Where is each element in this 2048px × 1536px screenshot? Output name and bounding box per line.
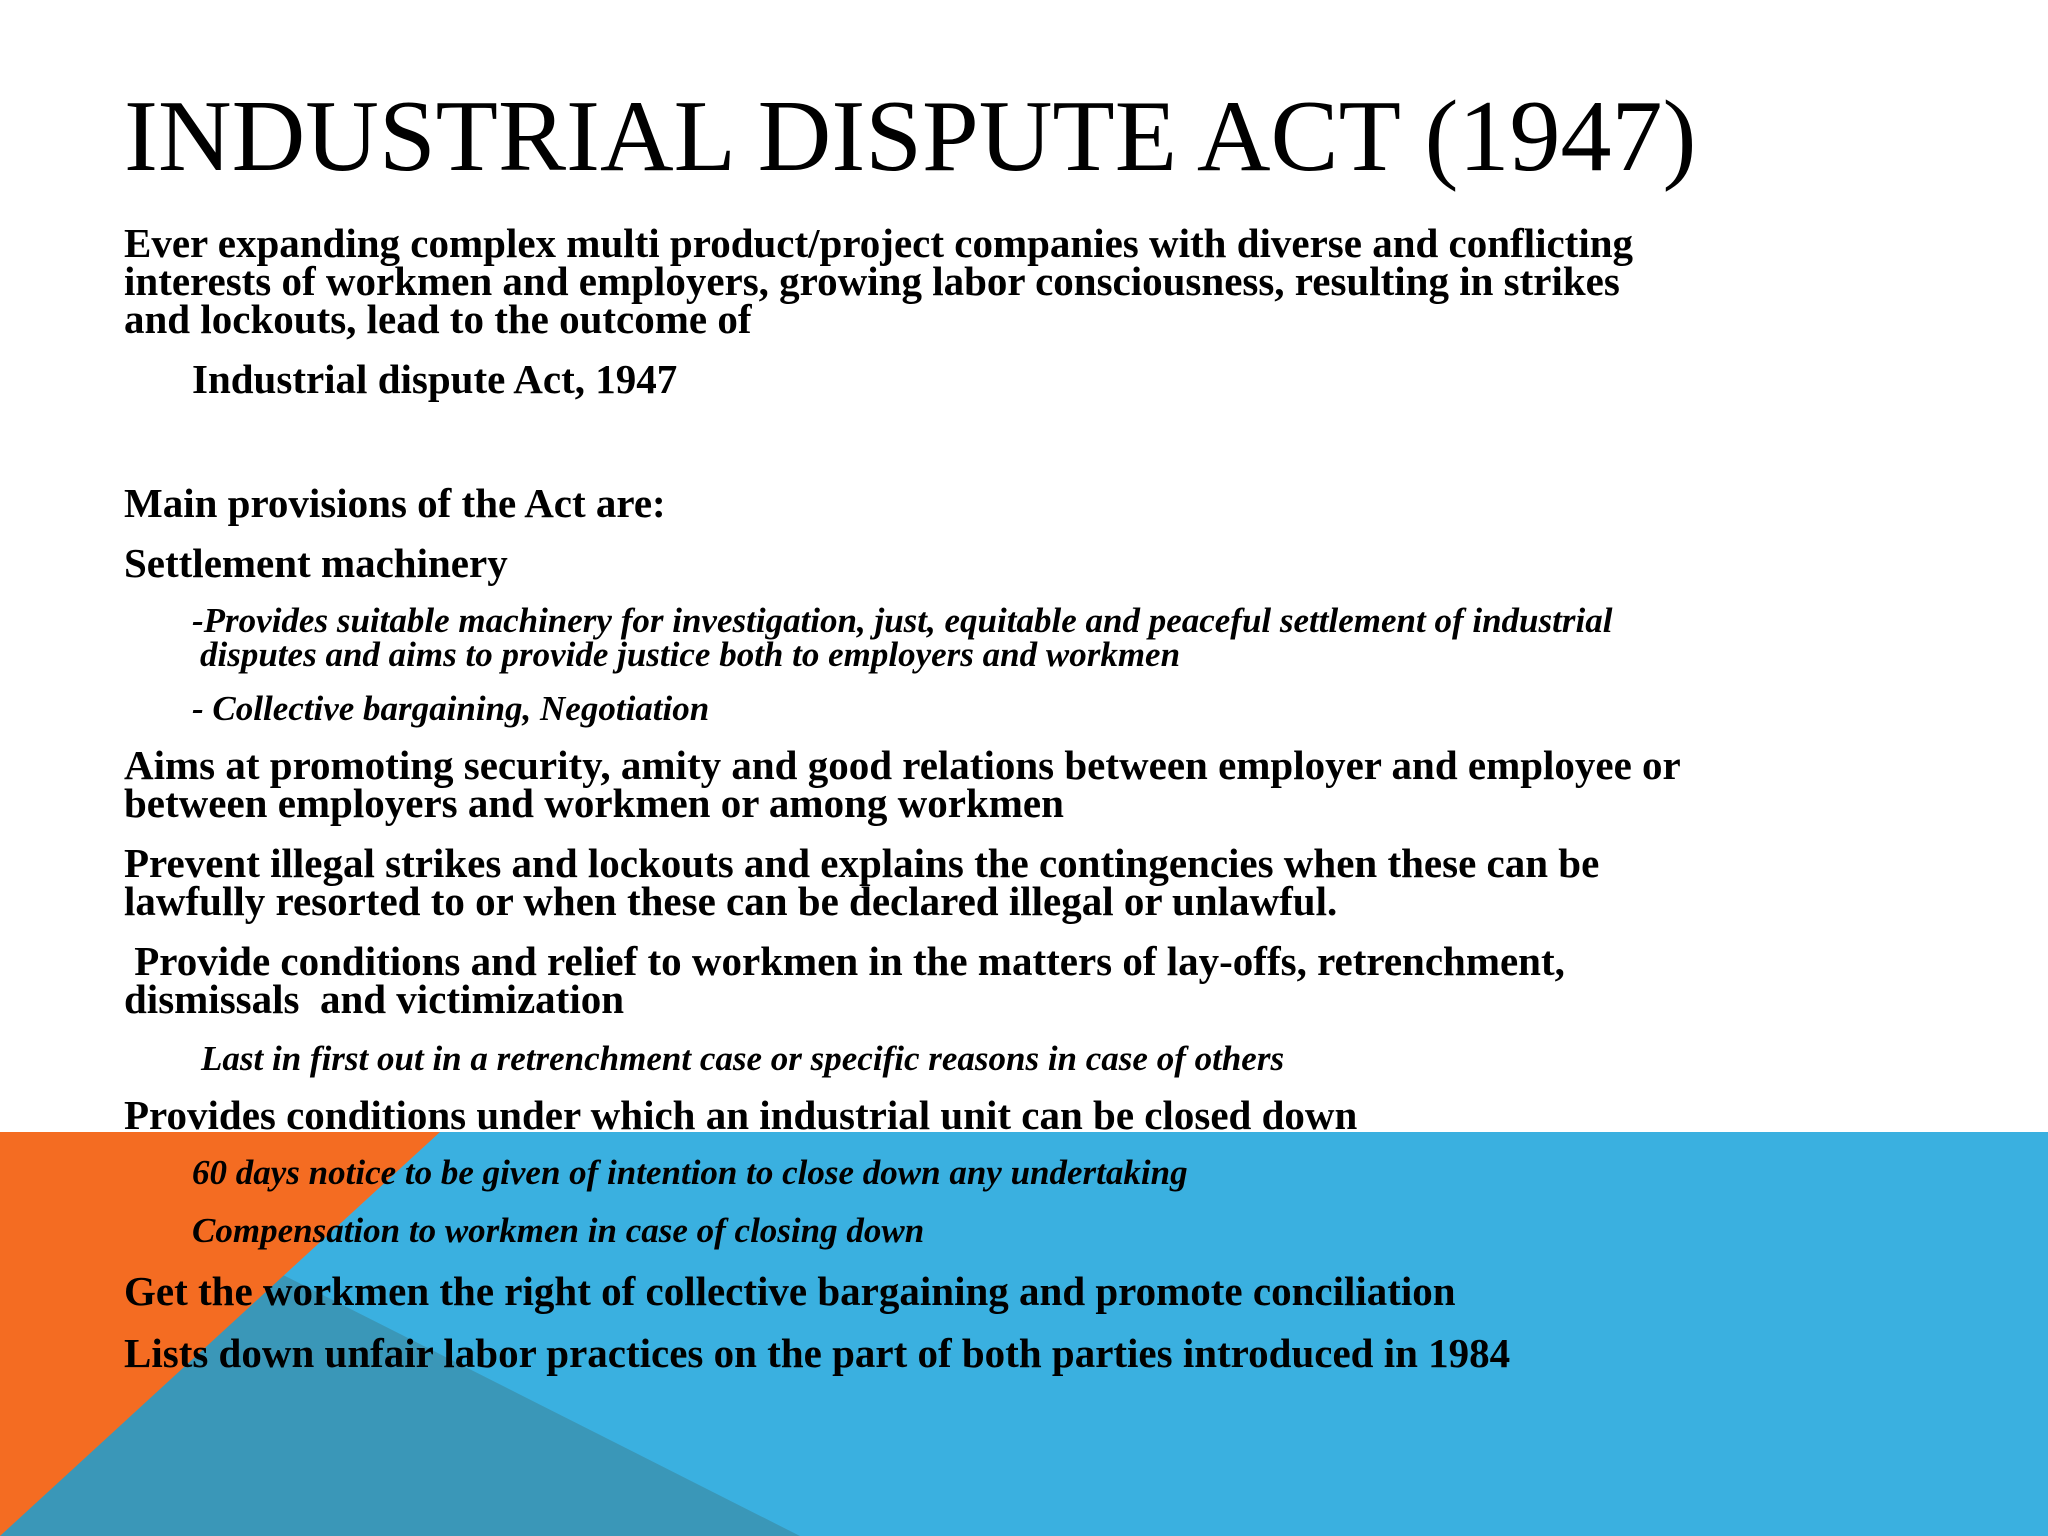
- intro-paragraph: [124, 220, 2004, 342]
- intro-line-3: and lockouts, lead to the outcome of: [124, 296, 752, 342]
- settlement-heading: Settlement machinery: [124, 540, 508, 586]
- intro-line-1: Ever expanding complex multi product/project companies with diverse and conflicting: [124, 220, 1634, 266]
- prevent-line-1: Prevent illegal strikes and lockouts and explains the contingencies when these can be: [124, 840, 1600, 886]
- relief-note: Last in first out in a retrenchment case or specific reasons in case of others: [201, 1039, 1285, 1078]
- closure-notice: 60 days notice to be given of intention to close down any undertaking: [192, 1153, 1188, 1192]
- aims-paragraph: [124, 742, 2004, 826]
- aims-line-1: Aims at promoting security, amity and good relations between employer and employee or: [124, 742, 1681, 788]
- slide-body: [124, 220, 2004, 1376]
- slide-title: INDUSTRIAL DISPUTE ACT (1947): [124, 80, 1697, 193]
- bargaining-right: Get the workmen the right of collective bargaining and promote conciliation: [124, 1268, 1456, 1314]
- relief-line-2: dismissals and victimization: [124, 976, 625, 1022]
- unfair-practices: Lists down unfair labor practices on the part of both parties introduced in 1984: [124, 1330, 1511, 1376]
- aims-line-2: between employers and workmen or among workmen: [124, 780, 1064, 826]
- act-name: Industrial dispute Act, 1947: [192, 356, 678, 402]
- closure-compensation: Compensation to workmen in case of closing down: [192, 1211, 925, 1250]
- relief-paragraph: [124, 938, 2004, 1022]
- provisions-heading: Main provisions of the Act are:: [124, 480, 666, 526]
- relief-line-1: Provide conditions and relief to workmen in the matters of lay-offs, retrenchment,: [124, 938, 1565, 984]
- closure-heading: Provides conditions under which an industrial unit can be closed down: [124, 1092, 1358, 1138]
- prevent-line-2: lawfully resorted to or when these can be declared illegal or unlawful.: [124, 878, 1338, 924]
- prevent-paragraph: [124, 840, 2004, 924]
- settlement-detail: [124, 601, 2004, 674]
- settlement-detail-line-2: disputes and aims to provide justice both to employers and workmen: [200, 635, 1181, 674]
- intro-line-2: interests of workmen and employers, growing labor consciousness, resulting in strikes: [124, 258, 1620, 304]
- settlement-detail-line-1: -Provides suitable machinery for investigation, just, equitable and peaceful settlement of industrial: [192, 601, 1613, 640]
- bargaining-note: - Collective bargaining, Negotiation: [192, 689, 710, 728]
